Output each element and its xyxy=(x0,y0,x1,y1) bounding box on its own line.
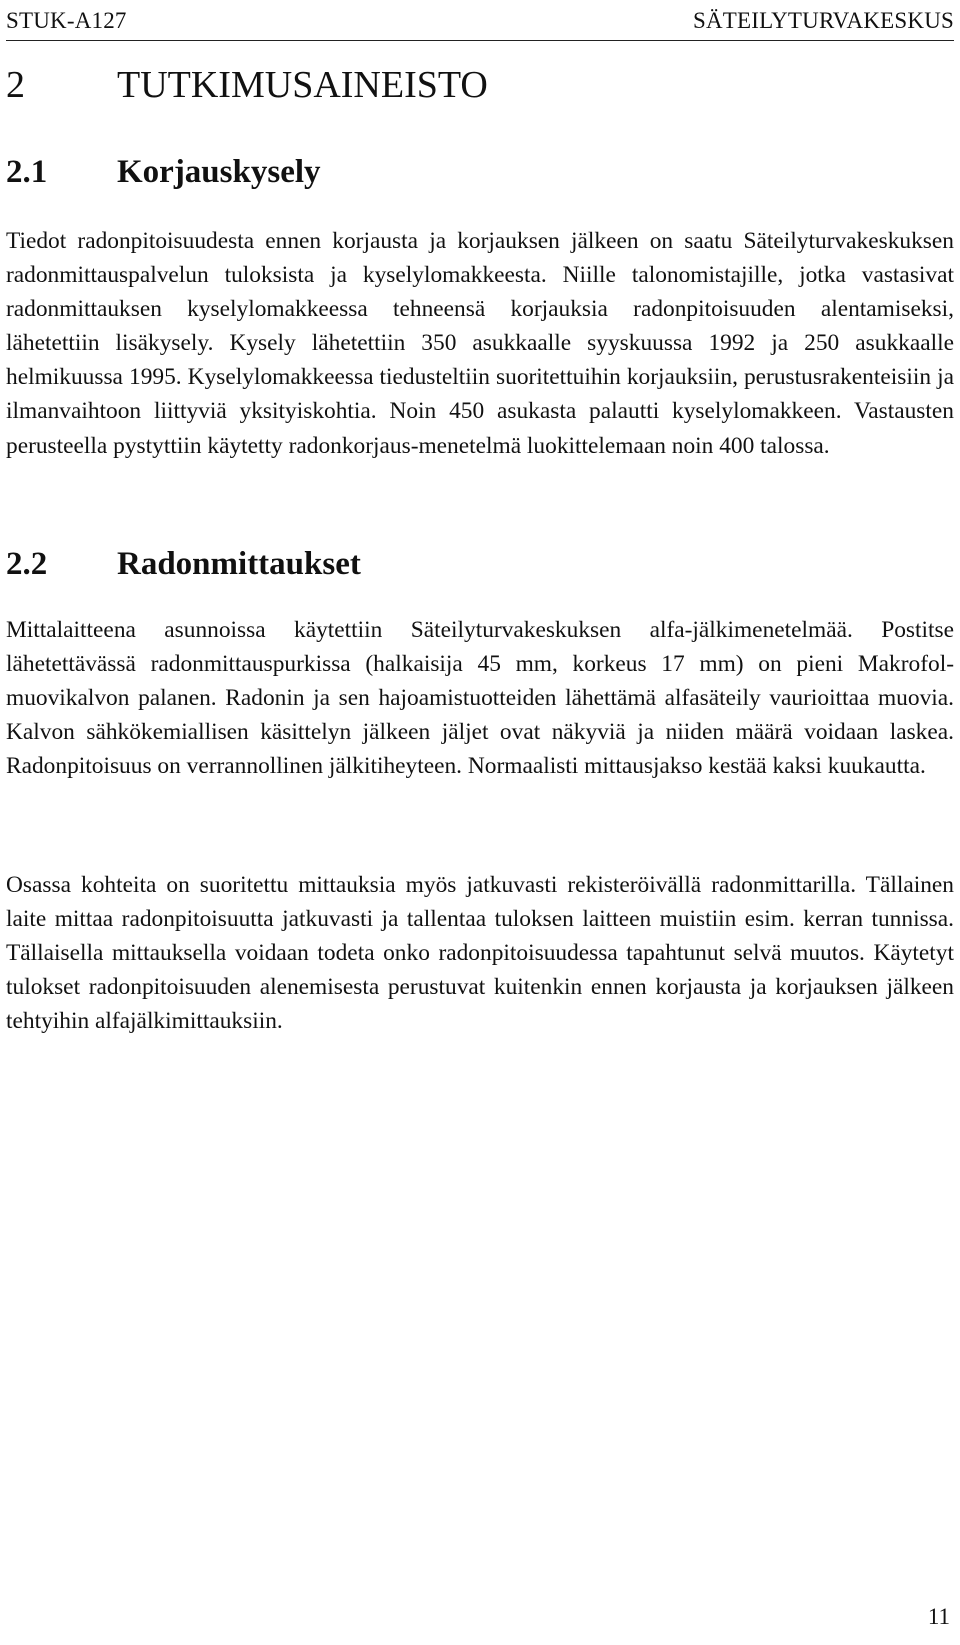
section-title: Radonmittaukset xyxy=(117,546,361,582)
paragraph-radonmittaukset-1: Mittalaitteena asunnoissa käytettiin Säteilyturvakeskuksen alfa-jälkimenetelmää. Postitse lähetettävässä radonmittauspurkissa (halkaisija 45 mm, korkeus 17 mm) on pieni Makrofol-muovikalvon palanen. Radonin ja sen hajoamistuotteiden lähettämä alfasäteily vaurioittaa muovia. Kalvon sähkökemiallisen käsittelyn jälkeen jäljet ovat näkyviä ja niiden määrä voidaan laskea. Radonpitoisuus on verrannollinen jälkitiheyteen. Normaalisti mittausjakso kestää kaksi kuukautta. xyxy=(6,617,954,780)
chapter-number: 2 xyxy=(6,64,25,106)
chapter-heading xyxy=(6,61,488,109)
section-heading-2-1 xyxy=(6,150,321,194)
section-number: 2.2 xyxy=(6,546,48,582)
report-id: STUK-A127 xyxy=(6,8,127,33)
section-heading-2-2 xyxy=(6,542,361,586)
paragraph-korjauskysely: Tiedot radonpitoisuudesta ennen korjausta ja korjauksen jälkeen on saatu Säteilyturvakeskuksen radonmittauspalvelun tuloksista ja kyselylomakkeesta. Niille talonomistajille, jotka vastasivat radonmittauksen kyselylomakkeessa tehneensä korjauksia radonpitoisuuden alentamiseksi, lähetettiin lisäkysely. Kysely lähetettiin 350 asukkaalle syyskuussa 1992 ja 250 asukkaalle helmikuussa 1995. Kyselylomakkeessa tiedusteltiin suoritettuihin korjauksiin, perustusrakenteisiin ja ilmanvaihtoon liittyviä yksityiskohtia. Noin 450 asukasta palautti kyselylomakkeen. Vastausten perusteella pystyttiin käytetty radonkorjaus-menetelmä luokittelemaan noin 400 talossa. xyxy=(6,228,954,459)
paragraph-radonmittaukset-2: Osassa kohteita on suoritettu mittauksia myös jatkuvasti rekisteröivällä radonmittarilla. Tällainen laite mittaa radonpitoisuutta jatkuvasti ja tallentaa tuloksen laitteen muistiin esim. kerran tunnissa. Tällaisella mittauksella voidaan todeta onko radonpitoisuudessa tapahtunut selvä muutos. Käytetyt tulokset radonpitoisuuden alenemisesta perustuvat kuitenkin ennen korjausta ja korjauksen jälkeen tehtyihin alfajälkimittauksiin. xyxy=(6,872,954,1035)
page-number: 11 xyxy=(927,1604,950,1629)
section-title: Korjauskysely xyxy=(117,154,321,190)
section-number: 2.1 xyxy=(6,154,48,190)
organization-name: SÄTEILYTURVAKESKUS xyxy=(693,8,954,33)
chapter-title: TUTKIMUSAINEISTO xyxy=(117,64,488,106)
running-header xyxy=(6,4,954,41)
